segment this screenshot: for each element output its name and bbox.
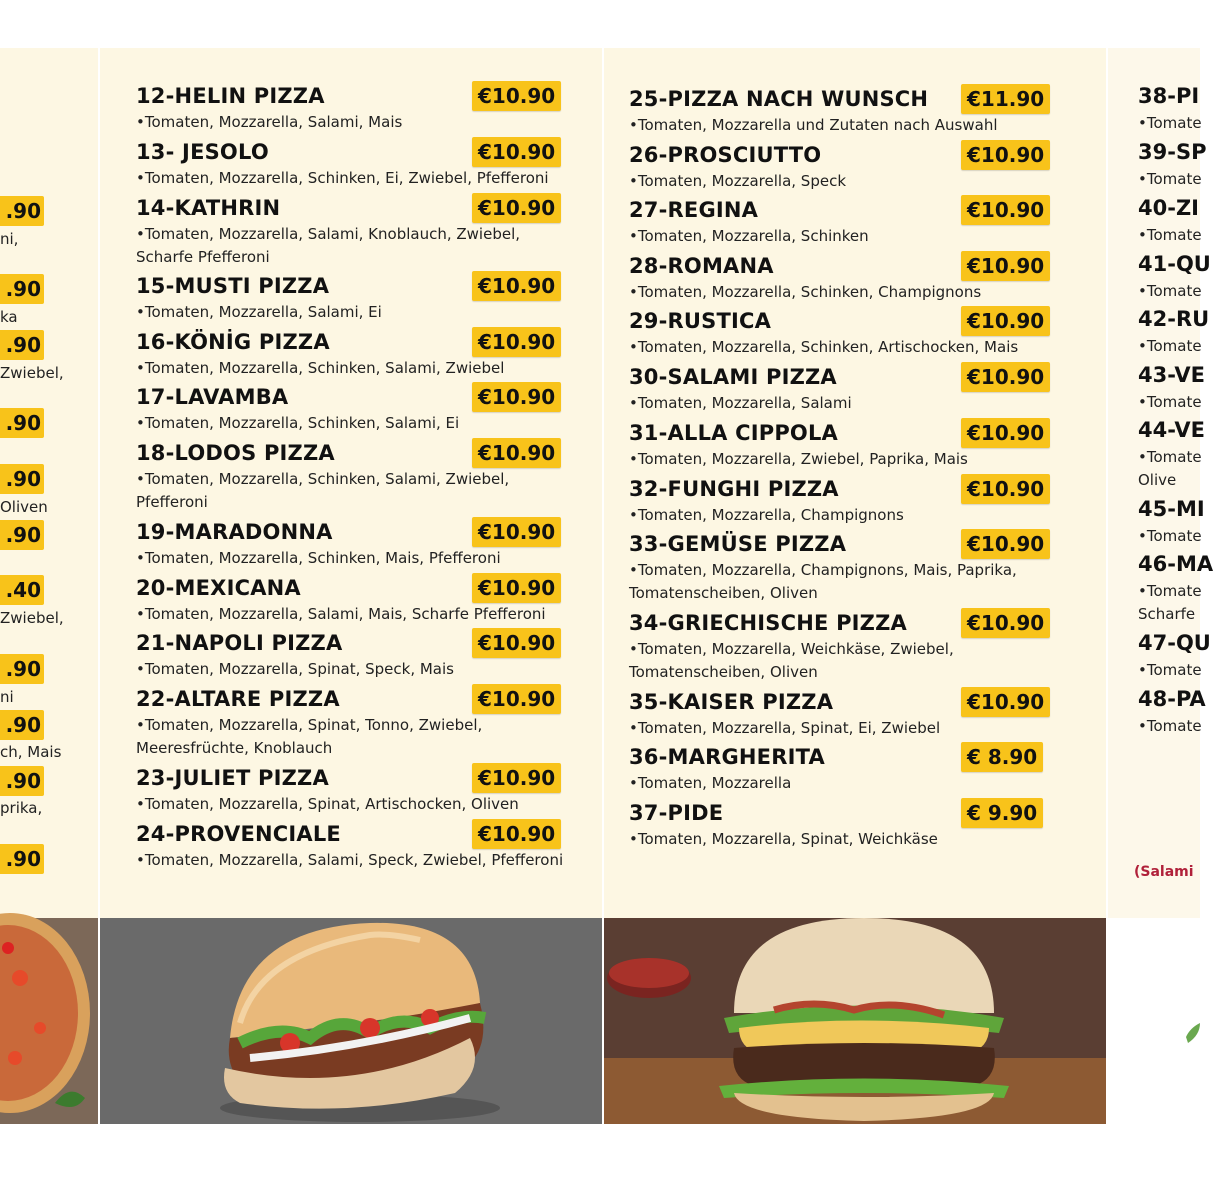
menu-column	[100, 48, 602, 918]
menu-item-name: 22-ALTARE PIZZA	[136, 687, 340, 711]
item-name-fragment: 48-PA	[1138, 687, 1206, 711]
desc-fragment: •Tomate	[1138, 661, 1202, 679]
item-name-fragment: 43-VE	[1138, 363, 1206, 387]
menu-item-description: • Tomaten, Mozzarella, Salami, Mais, Scharfe Pfefferoni	[136, 603, 576, 626]
desc-fragment: •Tomate	[1138, 393, 1202, 411]
desc-fragment: Scharfe	[1138, 605, 1196, 623]
desc-fragment: Olive	[1138, 471, 1177, 489]
menu-item-name: 26-PROSCIUTTO	[629, 143, 822, 167]
price-fragment: .90	[0, 330, 44, 360]
price-badge: €10.90	[472, 628, 561, 658]
price-badge: €10.90	[961, 474, 1050, 504]
menu-item-name: 30-SALAMI PIZZA	[629, 365, 837, 389]
menu-item-description: • Tomaten, Mozzarella, Schinken, Salami, Zwiebel, Pfefferoni	[136, 468, 576, 514]
desc-fragment: •Tomate	[1138, 582, 1202, 600]
menu-panel-pizzas-12-24	[100, 48, 602, 918]
left-fragments	[0, 48, 98, 918]
menu-panel-right	[1108, 48, 1213, 918]
price-badge: €10.90	[472, 137, 561, 167]
price-badge: €10.90	[472, 81, 561, 111]
menu-panel-left	[0, 48, 98, 918]
price-badge: €10.90	[472, 684, 561, 714]
item-name-fragment: 39-SP	[1138, 140, 1207, 164]
menu-item-description: • Tomaten, Mozzarella, Schinken, Ei, Zwiebel, Pfefferoni	[136, 167, 576, 190]
right-fragments	[1108, 48, 1213, 918]
price-fragment: .90	[0, 844, 44, 874]
desc-fragment: •Tomate	[1138, 717, 1202, 735]
pizza-photo	[0, 918, 98, 1124]
menu-item-description: • Tomaten, Mozzarella, Salami, Ei	[136, 301, 576, 324]
menu-item-name: 20-MEXICANA	[136, 576, 301, 600]
menu-item-description: • Tomaten, Mozzarella, Champignons	[629, 504, 1069, 527]
menu-column	[604, 48, 1106, 918]
menu-item-name: 34-GRIECHISCHE PIZZA	[629, 611, 907, 635]
price-badge: €10.90	[472, 438, 561, 468]
desc-fragment: •Tomate	[1138, 114, 1202, 132]
menu-item-description: • Tomaten, Mozzarella, Schinken	[629, 225, 1069, 248]
menu-item-description: • Tomaten, Mozzarella, Salami, Knoblauch, Zwiebel, Scharfe Pfefferoni	[136, 223, 576, 269]
desc-fragment: ni,	[0, 230, 19, 248]
menu-item-name: 18-LODOS PIZZA	[136, 441, 335, 465]
menu-item-description: • Tomaten, Mozzarella, Spinat, Weichkäse	[629, 828, 1069, 851]
desc-fragment: •Tomate	[1138, 527, 1202, 545]
price-fragment: .90	[0, 408, 44, 438]
desc-fragment: •Tomate	[1138, 170, 1202, 188]
item-name-fragment: 46-MA	[1138, 552, 1213, 576]
price-badge: €10.90	[961, 251, 1050, 281]
menu-item-name: 37-PIDE	[629, 801, 724, 825]
menu-item-name: 14-KATHRIN	[136, 196, 281, 220]
price-fragment: .90	[0, 520, 44, 550]
item-name-fragment: 44-VE	[1138, 418, 1206, 442]
menu-item-description: • Tomaten, Mozzarella, Salami	[629, 392, 1069, 415]
menu-item-description: • Tomaten, Mozzarella, Schinken, Salami, Ei	[136, 412, 576, 435]
price-badge: €10.90	[961, 140, 1050, 170]
price-badge: €10.90	[472, 819, 561, 849]
price-badge: €10.90	[961, 687, 1050, 717]
menu-item-name: 28-ROMANA	[629, 254, 774, 278]
menu-item-description: • Tomaten, Mozzarella, Spinat, Tonno, Zwiebel, Meeresfrüchte, Knoblauch	[136, 714, 576, 760]
menu-item-description: • Tomaten, Mozzarella, Salami, Speck, Zwiebel, Pfefferoni	[136, 849, 576, 872]
herb-photo	[1108, 918, 1200, 1124]
item-name-fragment: 41-QU	[1138, 252, 1211, 276]
menu-item-description: • Tomaten, Mozzarella, Zwiebel, Paprika, Mais	[629, 448, 1069, 471]
price-badge: €10.90	[472, 382, 561, 412]
item-name-fragment: 42-RU	[1138, 307, 1210, 331]
price-fragment: .90	[0, 710, 44, 740]
menu-item-description: • Tomaten, Mozzarella, Speck	[629, 170, 1069, 193]
menu-item-description: • Tomaten, Mozzarella, Spinat, Artischocken, Oliven	[136, 793, 576, 816]
price-badge: €10.90	[472, 193, 561, 223]
desc-fragment: ni	[0, 688, 14, 706]
item-name-fragment: 38-PI	[1138, 84, 1200, 108]
menu-item-name: 13- JESOLO	[136, 140, 269, 164]
menu-item-name: 33-GEMÜSE PIZZA	[629, 532, 847, 556]
menu-item-description: • Tomaten, Mozzarella	[629, 772, 1069, 795]
menu-item-name: 16-KÖNİG PIZZA	[136, 330, 330, 354]
menu-item-name: 32-FUNGHI PIZZA	[629, 477, 839, 501]
menu-item-name: 12-HELIN PIZZA	[136, 84, 325, 108]
price-badge: €10.90	[472, 271, 561, 301]
price-fragment: .90	[0, 274, 44, 304]
menu-item-description: • Tomaten, Mozzarella, Schinken, Mais, Pfefferoni	[136, 547, 576, 570]
menu-item-name: 17-LAVAMBA	[136, 385, 289, 409]
menu-item-description: • Tomaten, Mozzarella, Weichkäse, Zwiebel, Tomatenscheiben, Oliven	[629, 638, 1069, 684]
menu-item-description: • Tomaten, Mozzarella, Salami, Mais	[136, 111, 576, 134]
price-badge: €10.90	[961, 418, 1050, 448]
price-fragment: .90	[0, 766, 44, 796]
desc-fragment: Zwiebel,	[0, 609, 64, 627]
menu-item-description: • Tomaten, Mozzarella, Spinat, Ei, Zwiebel	[629, 717, 1069, 740]
price-badge: €10.90	[472, 517, 561, 547]
price-fragment: .40	[0, 575, 44, 605]
price-badge: €10.90	[472, 763, 561, 793]
burger-photo	[604, 918, 1106, 1124]
price-badge: €10.90	[961, 195, 1050, 225]
price-badge: € 9.90	[961, 798, 1043, 828]
desc-fragment: •Tomate	[1138, 282, 1202, 300]
desc-fragment: •Tomate	[1138, 448, 1202, 466]
menu-item-name: 35-KAISER PIZZA	[629, 690, 834, 714]
desc-fragment: Zwiebel,	[0, 364, 64, 382]
price-fragment: .90	[0, 196, 44, 226]
doner-sandwich-photo	[100, 918, 602, 1124]
price-badge: €10.90	[961, 608, 1050, 638]
price-badge: €10.90	[472, 327, 561, 357]
desc-fragment: prika,	[0, 799, 43, 817]
price-badge: €10.90	[961, 362, 1050, 392]
menu-item-description: • Tomaten, Mozzarella, Schinken, Salami, Zwiebel	[136, 357, 576, 380]
menu-item-name: 23-JULIET PIZZA	[136, 766, 329, 790]
menu-item-name: 25-PIZZA NACH WUNSCH	[629, 87, 929, 111]
menu-item-name: 31-ALLA CIPPOLA	[629, 421, 839, 445]
price-fragment: .90	[0, 654, 44, 684]
menu-item-description: • Tomaten, Mozzarella, Schinken, Artischocken, Mais	[629, 336, 1069, 359]
price-badge: €10.90	[961, 529, 1050, 559]
price-badge: €11.90	[961, 84, 1050, 114]
menu-item-description: • Tomaten, Mozzarella, Spinat, Speck, Mais	[136, 658, 576, 681]
menu-item-description: • Tomaten, Mozzarella, Champignons, Mais, Paprika, Tomatenscheiben, Oliven	[629, 559, 1069, 605]
price-fragment: .90	[0, 464, 44, 494]
menu-item-name: 21-NAPOLI PIZZA	[136, 631, 343, 655]
desc-fragment: •Tomate	[1138, 226, 1202, 244]
menu-item-name: 36-MARGHERITA	[629, 745, 825, 769]
menu-item-name: 29-RUSTICA	[629, 309, 772, 333]
menu-item-name: 19-MARADONNA	[136, 520, 333, 544]
menu-item-name: 27-REGINA	[629, 198, 759, 222]
price-badge: € 8.90	[961, 742, 1043, 772]
item-name-fragment: 40-ZI	[1138, 196, 1199, 220]
item-name-fragment: 47-QU	[1138, 631, 1211, 655]
menu-item-name: 24-PROVENCIALE	[136, 822, 341, 846]
desc-fragment: Oliven	[0, 498, 48, 516]
menu-item-description: • Tomaten, Mozzarella und Zutaten nach Auswahl	[629, 114, 1069, 137]
desc-fragment: •Tomate	[1138, 337, 1202, 355]
menu-item-name: 15-MUSTI PIZZA	[136, 274, 330, 298]
price-badge: €10.90	[472, 573, 561, 603]
menu-item-description: • Tomaten, Mozzarella, Schinken, Champignons	[629, 281, 1069, 304]
menu-panel-pizzas-25-37	[604, 48, 1106, 918]
item-name-fragment: 45-MI	[1138, 497, 1205, 521]
desc-fragment: ka	[0, 308, 18, 326]
desc-fragment: ch, Mais	[0, 743, 62, 761]
price-badge: €10.90	[961, 306, 1050, 336]
footnote-fragment: (Salami	[1134, 864, 1194, 880]
